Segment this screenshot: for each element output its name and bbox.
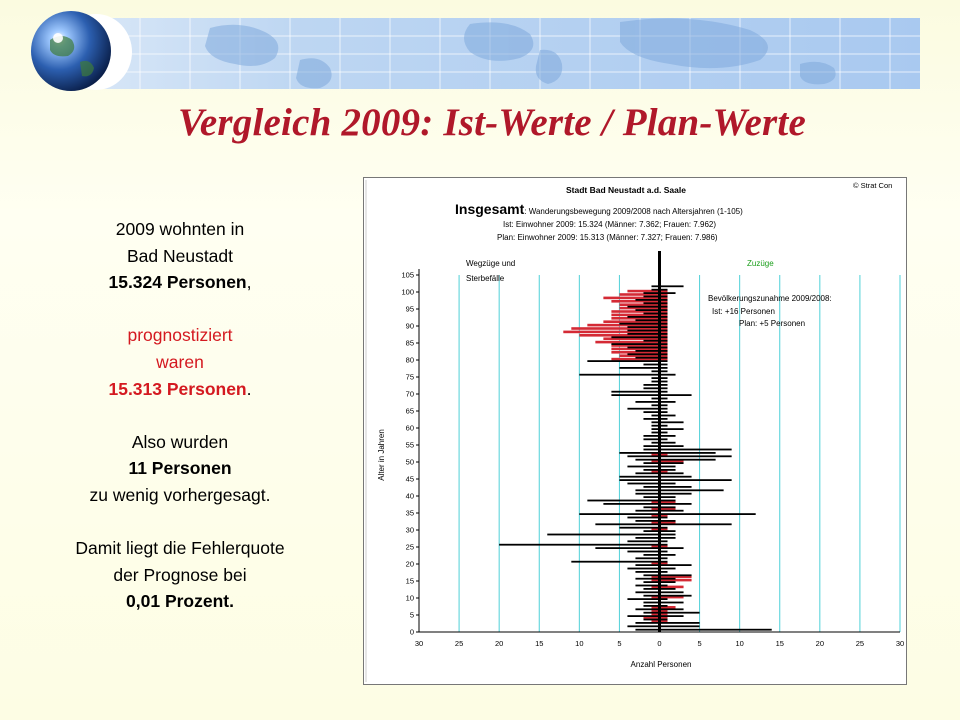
bar-ist-wegzuege [611,336,659,338]
bar-ist-wegzuege [643,449,659,451]
text-line: 2009 wohnten in [115,219,245,239]
bar-ist-zuzuege [660,503,692,505]
header-banner [0,0,960,92]
text-line [40,376,320,403]
bar-ist-zuzuege [660,595,692,597]
y-tick-label: 0 [409,627,414,637]
text-spacer [40,402,320,429]
bar-ist-wegzuege [611,343,659,345]
x-tick-label: 20 [494,639,504,648]
bar-ist-wegzuege [627,455,659,457]
bar-ist-wegzuege [635,585,659,587]
bar-ist-wegzuege [611,391,659,393]
bar-ist-wegzuege [635,401,659,403]
bar-ist-wegzuege [635,557,659,559]
y-tick-label: 45 [405,474,414,484]
bar-ist-wegzuege [635,319,659,321]
bar-ist-wegzuege [635,489,659,491]
chart-copyright: © Strat Con [853,181,893,190]
bar-ist-wegzuege [643,619,659,621]
bar-ist-wegzuege [635,622,659,624]
bar-ist-wegzuege [627,517,659,519]
bar-ist-wegzuege [635,564,659,566]
text-spacer [40,509,320,536]
bar-ist-wegzuege [627,306,659,308]
bar-ist-zuzuege [660,523,732,525]
bar-ist-zuzuege [660,602,684,604]
bar-ist-wegzuege [627,483,659,485]
bar-ist-wegzuege [635,510,659,512]
bar-ist-wegzuege [635,571,659,573]
bar-ist-wegzuege [643,486,659,488]
text-line: der Prognose bei [113,564,247,585]
bar-ist-wegzuege [643,292,659,294]
bar-ist-wegzuege [499,544,659,546]
y-tick-label: 80 [405,355,414,365]
bar-ist-wegzuege [587,360,659,362]
bar-ist-zuzuege [660,574,692,576]
bar-ist-zuzuege [660,292,676,294]
y-tick-label: 30 [405,525,414,535]
bar-ist-wegzuege [643,340,659,342]
y-tick-label: 40 [405,491,414,501]
bar-ist-wegzuege [627,540,659,542]
bar-ist-zuzuege [660,568,676,570]
bar-ist-wegzuege [635,493,659,495]
bar-ist-wegzuege [547,534,659,536]
bar-ist-wegzuege [619,367,659,369]
x-tick-label: 30 [895,639,905,648]
chart-info-ist: Ist: Einwohner 2009: 15.324 (Männer: 7.362; Frauen: 7.962) [503,220,717,229]
bar-ist-wegzuege [595,547,659,549]
bar-ist-wegzuege [627,333,659,335]
x-tick-label: 25 [855,639,865,648]
bar-ist-wegzuege [627,598,659,600]
bar-ist-wegzuege [603,503,659,505]
x-tick-label: 15 [775,639,784,648]
bar-ist-wegzuege [619,323,659,325]
population-chart [363,177,907,685]
bar-ist-zuzuege [660,374,676,376]
bar-ist-wegzuege [619,479,659,481]
chart-info-plan: Plan: Einwohner 2009: 15.313 (Männer: 7.327; Frauen: 7.986) [497,233,718,242]
bar-ist-wegzuege [643,605,659,607]
bar-ist-wegzuege [627,326,659,328]
subtitle-rest: : Wanderungsbewegung 2009/2008 nach Altersjahren (1-105) [524,207,743,216]
bar-ist-zuzuege [660,534,676,536]
bar-ist-wegzuege [619,452,659,454]
bar-ist-wegzuege [643,496,659,498]
bar-ist-zuzuege [660,629,772,631]
text-line [40,269,320,296]
bar-ist-wegzuege [627,615,659,617]
x-axis-label: Anzahl Personen [630,660,692,669]
bar-ist-wegzuege [643,530,659,532]
bar-ist-wegzuege [627,316,659,318]
text-bold: 15.313 Personen [108,378,247,399]
y-tick-label: 90 [405,321,414,331]
bar-ist-zuzuege [660,612,700,614]
bar-ist-wegzuege [643,595,659,597]
bar-ist-wegzuege [627,408,659,410]
text-line: 0,01 Prozent. [126,591,234,612]
bar-ist-wegzuege [627,551,659,553]
bar-ist-wegzuege [627,347,659,349]
y-tick-label: 50 [405,457,414,467]
bar-ist-zuzuege [660,608,684,610]
y-tick-label: 75 [405,372,414,382]
bar-ist-wegzuege [635,629,659,631]
label-wegzuege-1: Wegzüge und [466,259,516,268]
bar-ist-zuzuege [660,442,676,444]
bar-ist-wegzuege [643,574,659,576]
bar-ist-wegzuege [587,500,659,502]
bar-ist-zuzuege [660,510,684,512]
bar-ist-wegzuege [643,462,659,464]
bar-ist-wegzuege [643,581,659,583]
x-tick-label: 0 [657,639,662,648]
bar-ist-wegzuege [619,527,659,529]
bar-ist-zuzuege [660,459,716,461]
y-tick-label: 5 [409,610,414,620]
y-tick-label: 100 [401,287,414,297]
bar-ist-zuzuege [660,493,692,495]
y-tick-label: 95 [405,304,414,314]
text-line: prognostiziert [127,325,233,346]
y-tick-label: 55 [405,440,414,450]
bar-ist-zuzuege [660,496,676,498]
bar-ist-wegzuege [635,299,659,301]
bar-ist-wegzuege [635,578,659,580]
text-line: waren [156,351,204,372]
bar-ist-wegzuege [643,387,659,389]
bar-ist-zuzuege [660,486,692,488]
bar-ist-wegzuege [643,445,659,447]
text-line: Also wurden [131,431,229,452]
bar-ist-wegzuege [619,476,659,478]
y-tick-label: 20 [405,559,414,569]
bar-ist-zuzuege [660,285,684,287]
bar-ist-wegzuege [635,537,659,539]
text-line: 11 Personen [128,458,232,479]
bar-ist-zuzuege [660,489,724,491]
x-tick-label: 20 [815,639,825,648]
bar-ist-zuzuege [660,483,676,485]
bar-ist-zuzuege [660,452,716,454]
bar-ist-wegzuege [643,506,659,508]
x-tick-label: 10 [575,639,584,648]
bar-ist-wegzuege [635,591,659,593]
y-tick-label: 15 [405,576,414,586]
x-tick-label: 10 [735,639,744,648]
x-tick-label: 5 [617,639,622,648]
bar-ist-wegzuege [643,418,659,420]
bar-ist-zuzuege [660,445,684,447]
text-bold: 15.324 Personen [108,272,247,293]
text-rest: . [246,378,252,399]
bar-ist-wegzuege [643,435,659,437]
y-tick-label: 65 [405,406,414,416]
y-tick-label: 85 [405,338,414,348]
bar-ist-zuzuege [660,506,676,508]
chart-title: Stadt Bad Neustadt a.d. Saale [566,185,686,195]
text-line: Bad Neustadt [126,245,234,266]
bar-ist-zuzuege [660,435,676,437]
bar-ist-zuzuege [660,421,684,423]
bar-ist-wegzuege [635,459,659,461]
bar-ist-zuzuege [660,469,676,471]
bar-ist-zuzuege [660,479,732,481]
bar-ist-zuzuege [660,394,692,396]
bar-ist-zuzuege [660,547,684,549]
bar-ist-zuzuege [660,500,676,502]
chart-frame [364,178,907,685]
bar-ist-wegzuege [611,394,659,396]
bar-ist-wegzuege [643,612,659,614]
bar-ist-zuzuege [660,591,684,593]
x-tick-label: 25 [454,639,464,648]
bar-ist-wegzuege [627,330,659,332]
bar-ist-zuzuege [660,520,676,522]
bar-ist-wegzuege [643,411,659,413]
y-tick-label: 60 [405,423,414,433]
bar-ist-zuzuege [660,530,676,532]
bar-ist-wegzuege [571,561,659,563]
bar-ist-wegzuege [635,520,659,522]
chart-note-3: Plan: +5 Personen [739,319,806,328]
bar-ist-zuzuege [660,622,700,624]
text-spacer [40,296,320,323]
bar-ist-zuzuege [660,588,676,590]
y-axis-label: Alter in Jahren [377,429,386,481]
bar-ist-wegzuege [643,296,659,298]
bar-ist-zuzuege [660,615,684,617]
y-tick-label: 10 [405,593,414,603]
bar-ist-wegzuege [635,309,659,311]
bar-ist-wegzuege [643,554,659,556]
bar-ist-wegzuege [627,568,659,570]
bar-ist-zuzuege [660,472,684,474]
bar-ist-wegzuege [635,357,659,359]
text-line: Damit liegt die Fehlerquote [75,538,285,559]
x-tick-label: 15 [535,639,544,648]
bar-ist-wegzuege [643,302,659,304]
y-tick-label: 105 [401,270,414,280]
bar-ist-wegzuege [643,384,659,386]
x-tick-label: 5 [697,639,702,648]
subtitle-bold: Insgesamt [455,201,525,217]
bar-ist-zuzuege [660,462,684,464]
bar-ist-wegzuege [643,364,659,366]
text-rest: , [246,272,252,293]
bar-ist-wegzuege [579,374,659,376]
bar-ist-zuzuege [660,625,700,627]
bar-ist-wegzuege [635,350,659,352]
chart-note-2: Ist: +16 Personen [712,307,775,316]
bar-ist-zuzuege [660,466,676,468]
bar-ist-zuzuege [660,513,756,515]
bar-ist-zuzuege [660,428,684,430]
bar-ist-zuzuege [660,578,676,580]
bar-ist-wegzuege [579,513,659,515]
bar-ist-wegzuege [643,313,659,315]
page-title: Vergleich 2009: Ist-Werte / Plan-Werte [178,101,806,144]
bar-ist-zuzuege [660,476,692,478]
bar-ist-zuzuege [660,455,732,457]
x-tick-label: 30 [414,639,424,648]
bar-ist-wegzuege [595,523,659,525]
y-tick-label: 35 [405,508,414,518]
bar-ist-zuzuege [660,564,692,566]
label-zuzuege: Zuzüge [747,259,774,268]
summary-text [40,216,320,615]
y-tick-label: 70 [405,389,414,399]
bar-ist-wegzuege [627,353,659,355]
text-line: zu wenig vorhergesagt. [89,484,271,505]
bar-ist-wegzuege [627,466,659,468]
bar-ist-wegzuege [643,588,659,590]
bar-ist-zuzuege [660,449,732,451]
bar-ist-wegzuege [643,602,659,604]
label-wegzuege-2: Sterbefälle [466,274,505,283]
bar-ist-wegzuege [643,469,659,471]
bar-ist-zuzuege [660,401,676,403]
bar-ist-zuzuege [660,554,676,556]
bar-ist-zuzuege [660,581,676,583]
bar-ist-zuzuege [660,537,676,539]
chart-note-1: Bevölkerungszunahme 2009/2008: [708,294,832,303]
bar-ist-wegzuege [635,472,659,474]
y-tick-label: 25 [405,542,414,552]
bar-ist-wegzuege [643,438,659,440]
bar-ist-wegzuege [627,625,659,627]
bar-ist-zuzuege [660,415,676,417]
bar-ist-wegzuege [635,608,659,610]
